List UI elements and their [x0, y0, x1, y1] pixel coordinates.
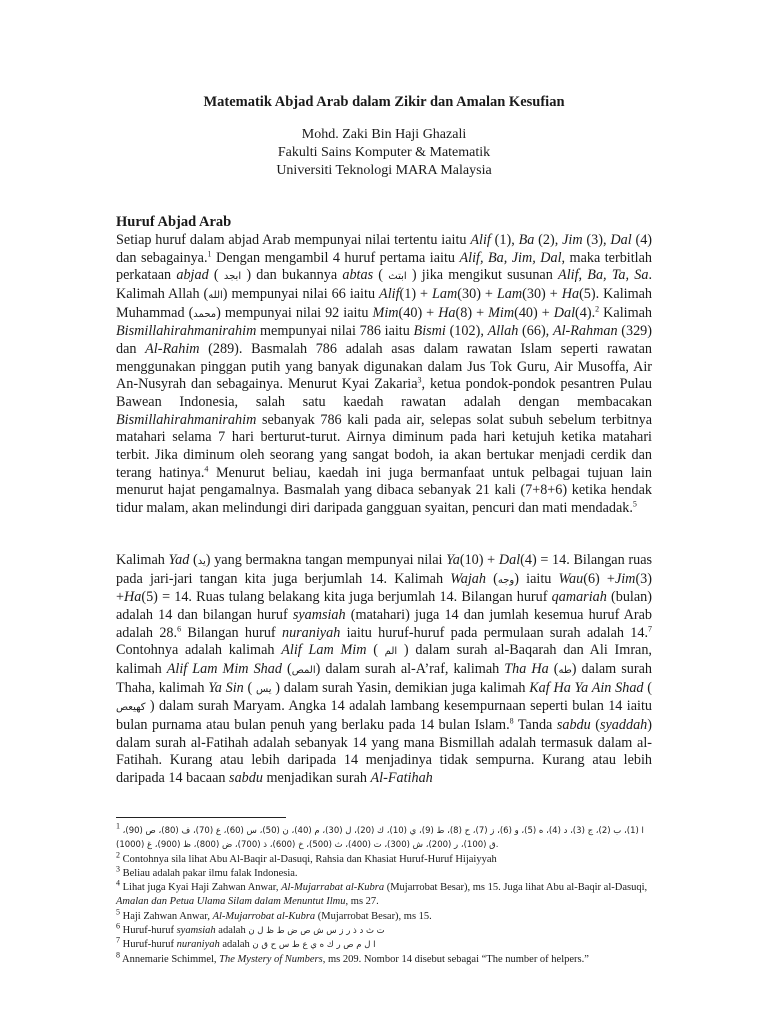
arabic-wajah: وجه: [497, 574, 515, 586]
footnote-3: $^3$ Beliau adalah pakar ilmu falak Indonesia.: [116, 864, 298, 879]
footnote-ref[interactable]: 2: [595, 303, 600, 313]
footnote-ref[interactable]: 3: [417, 375, 422, 385]
footnote-7: $^7$ Huruf-huruf nuraniyah adalah ا ل م ص ر ك ه ي ع ط س ح ق ن: [116, 935, 376, 951]
author-name: Mohd. Zaki Bin Haji Ghazali: [301, 127, 467, 142]
footnote-ref[interactable]: 4: [204, 463, 209, 473]
footnote-ref[interactable]: 5: [632, 499, 637, 509]
arabic-abtas: ابتث: [388, 271, 407, 283]
footnote-1: $^1$ ا (1)، ب (2)، ج (3)، د (4)، ه (5)، و (6)، ز (7)، ح (8)، ط (9)، ي (10)، ك (20)، ل (30)، م (40)، ن (50)، س (60)، ع (70)، ف (80)، ص (90)، ق (100)، ر (200)، ش (300)، ت (400)، ث (500)، خ (600)، ذ (700)، ض (800)، ظ (900)، غ (1000).: [116, 821, 644, 851]
arabic-abjad: ابجد: [223, 271, 242, 283]
arabic-almas: المص: [291, 664, 316, 676]
footnote-ref[interactable]: 1: [207, 248, 212, 258]
arabic-yasin: يس: [255, 683, 272, 695]
author-faculty: Fakulti Sains Komputer & Matematik: [277, 145, 491, 160]
footnote-separator: [116, 817, 286, 818]
author-block: [0, 126, 768, 180]
footnote-2: $^2$ Contohnya sila lihat Abu Al-Baqir al-Dasuqi, Rahsia dan Khasiat Huruf-Huruf Hijaiyyah: [116, 850, 497, 865]
footnote-8: $^8$ Annemarie Schimmel, The Mystery of Numbers, ms 209. Nombor 14 disebut sebagai “The number of helpers.”: [116, 950, 589, 965]
footnote-1-arabic: ا (1)، ب (2)، ج (3)، د (4)، ه (5)، و (6)، ز (7)، ح (8)، ط (9)، ي (10)، ك (20)، ل (30)، م (40)، ن (50)، س (60)، ع (70)، ف (80)، ص (90)، ق (100)، ر (200)، ش (300)، ت (400)، ث (500)، خ (600)، ذ (700)، ض (800)، ظ (900)، غ (1000).: [116, 826, 644, 851]
author-university: Universiti Teknologi MARA Malaysia: [276, 163, 492, 178]
footnote-6: $^6$ Huruf-huruf syamsiah adalah ت ث د ذ ر ز س ش ص ض ط ظ ل ن: [116, 921, 385, 937]
arabic-taha: طه: [558, 664, 572, 676]
arabic-alm: الم: [384, 646, 398, 658]
section-heading: Huruf Abjad Arab: [116, 214, 232, 230]
footnote-ref[interactable]: 8: [509, 716, 514, 726]
arabic-allah: الله: [208, 289, 223, 301]
footnote-4: $^4$ Lihat juga Kyai Haji Zahwan Anwar, Al-Mujarrabat al-Kubra (Mujarrobat Besar), ms 15. Juga lihat Abu al-Baqir al-Dasuqi, Amalan dan Petua Ulama Silam dalam Menuntut Ilmu, ms 27.: [116, 878, 648, 908]
body-paragraph-1: Setiap huruf dalam abjad Arab mempunyai nilai tertentu iaitu Alif (1), Ba (2), Jim (3), Dal (4) dan sebagainya.$^1$ Dengan mengambil 4 huruf pertama iaitu Alif, Ba, Jim, Dal, maka terbitlah perkataan abjad ( ابجد ) dan bukannya abtas ( ابتث ) jika mengikut susunan Alif, Ba, Ta, Sa. Kalimah Allah (الله) mempunyai nilai 66 iaitu Alif(1) + Lam(30) + Lam(30) + Ha(5). Kalimah Muhammad (محمد) mempunyai nilai 92 iaitu Mim(40) + Ha(8) + Mim(40) + Dal(4).$^2$ Kalimah Bismillahirahmanirahim mempunyai nilai 786 iaitu Bismi (102), Allah (66), Al-Rahman (329) dan Al-Rahim (289). Basmalah 786 adalah asas dalam rawatan Islam seperti rawatan menggunakan pinggan putih yang banyak digunakan dalam Jus Tok Guru, Air Musoffa, Air An-Nusyrah dan sebagainya. Menurut Kyai Zakaria$^3$, ketua pondok-pondok pesantren Pulau Bawean Indonesia, salah satu kaedah rawatan adalah dengan membacakan Bismillahirahmanirahim sebanyak 786 kali pada air, selepas solat subuh sebelum terbitnya matahari selama 7 hari berturut-turut. Airnya diminum pada hari ketujuh ketika matahari terbit. Jika diminum oleh seorang yang sangat bodoh, ia akan bertukar menjadi cerdik dan terang hatinya.$^4$ Menurut beliau, kaedah ini juga bermanfaat untuk pelbagai tujuan lain menurut hajat pengamalnya. Basmalah yang dibaca sebanyak 21 kali (7+8+6) ketika hendak tidur malam, akan melindungi diri daripada gangguan syaitan, pencuri dan mati mendadak.$^5$: [116, 232, 653, 516]
footnotes: [116, 821, 652, 967]
footnote-ref[interactable]: 7: [648, 623, 653, 633]
body-paragraph-2: Kalimah Yad (يد) yang bermakna tangan mempunyai nilai Ya(10) + Dal(4) = 14. Bilangan ruas pada jari-jari tangan kita juga berjumlah 14. Kalimah Wajah (وجه) iaitu Wau(6) +Jim(3) +Ha(5) = 14. Ruas tulang belakang kita juga berjumlah 14. Bilangan huruf qamariah (bulan) adalah 14 dan bilangan huruf syamsiah (matahari) juga 14 dan jumlah kesemua huruf Arab adalah 28.$^6$ Bilangan huruf nuraniyah iaitu huruf-huruf pada permulaan surah adalah 14.$^7$ Contohnya adalah kalimah Alif Lam Mim ( الم ) dalam surah al-Baqarah dan Ali Imran, kalimah Alif Lam Mim Shad (المص) dalam surah al-A’raf, kalimah Tha Ha (طه) dalam surah Thaha, kalimah Ya Sin ( يس ) dalam surah Yasin, demikian juga kalimah Kaf Ha Ya Ain Shad ( كهيعص ) dalam surah Maryam. Angka 14 adalah lambang kesempurnaan seperti bulan 14 iaitu bulan purnama atau bulan penuh yang berlaku pada 14 bulan Islam.$^8$ Tanda sabdu (syaddah) dalam surah al-Fatihah adalah sebanyak 14 yang mana Bismillah adalah termasuk dalam al-Fatihah. Kurang atau lebih daripada 14 menjadinya tidak sempurna. Kurang atau lebih daripada 14 bacaan sabdu menjadikan surah Al-Fatihah: [116, 552, 653, 786]
arabic-muhammad: محمد: [193, 308, 217, 320]
arabic-kafhaya: كهيعص: [116, 702, 146, 714]
paper-title: Matematik Abjad Arab dalam Zikir dan Amalan Kesufian: [203, 94, 565, 110]
arabic-yad: يد: [197, 556, 206, 567]
footnote-5: $^5$ Haji Zahwan Anwar, Al-Mujarrobat al-Kubra (Mujarrobat Besar), ms 15.: [116, 907, 432, 922]
footnote-ref[interactable]: 6: [177, 623, 182, 633]
